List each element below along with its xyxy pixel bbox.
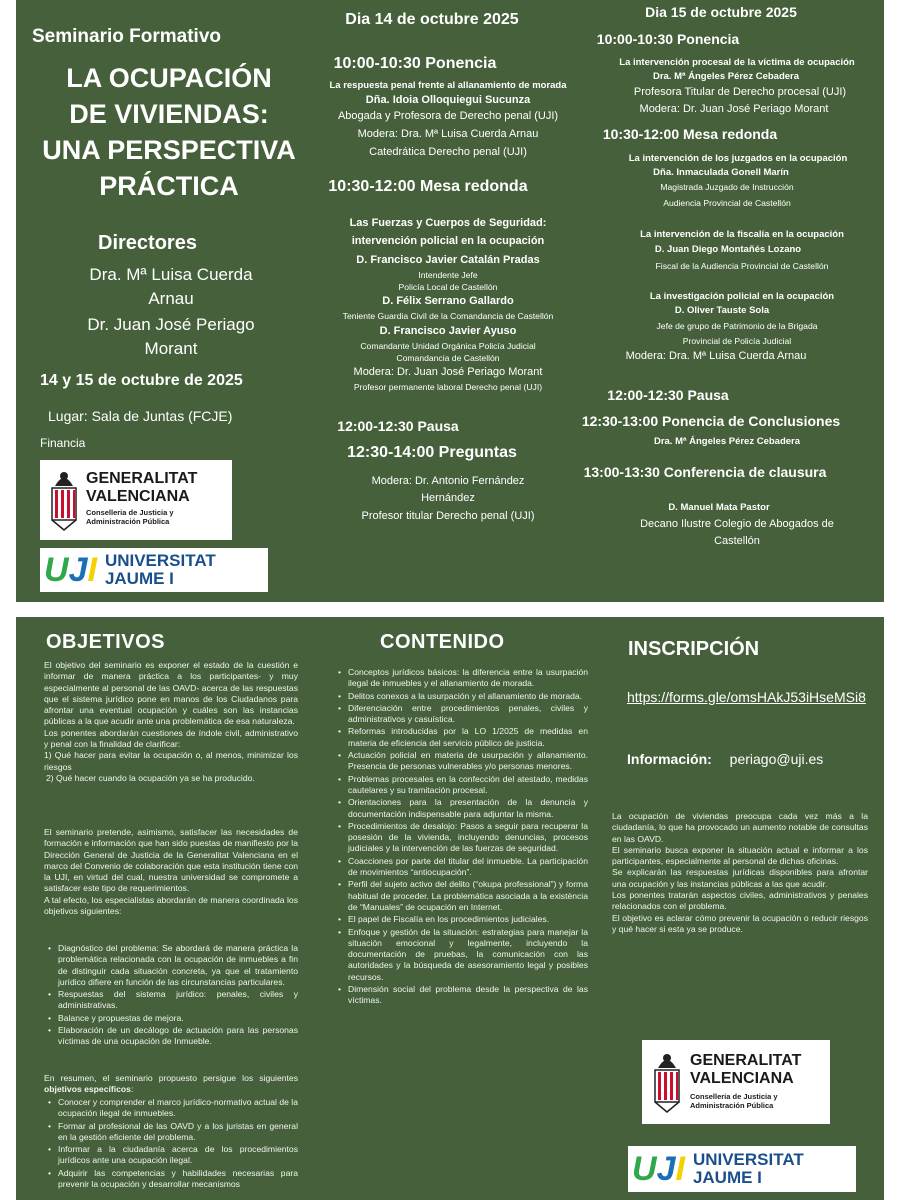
day1-session-time: 10:00-10:30 Ponencia <box>333 55 497 72</box>
objetivos-heading: OBJETIVOS <box>46 631 165 653</box>
day2-panelist: Dña. Inmaculada Gonell Marín <box>653 167 789 178</box>
inscripcion-description <box>612 811 868 935</box>
day1-questions: 12:30-14:00 Preguntas <box>347 444 517 461</box>
title-line: PRÁCTICA <box>99 171 239 201</box>
list-item: • Conocer y comprender el marco jurídico-normativo actual de la ocupación ilegal de inmuebles. <box>46 1097 298 1120</box>
day2-session-topic: La intervención procesal de la víctima de ocupación <box>619 57 855 68</box>
inscripcion-heading: INSCRIPCIÓN <box>628 638 760 660</box>
list-item: • Diagnóstico del problema: Se abordará de manera práctica la problemática relacionada con la ocupación de inmuebles a fin de distinguir cada situación concreta, ya que el tratamiento jurídico difiere en función de las circunstancias particulares. <box>46 943 298 988</box>
list-item: • Informar a la ciudadanía acerca de los procedimientos jurídicos ante una ocupación ilegal. <box>46 1144 298 1167</box>
day1-moderator: Modera: Dra. Mª Luisa Cuerda Arnau <box>357 128 539 140</box>
registration-link[interactable]: https://forms.gle/omsHAkJ53iHseMSi8 <box>627 689 866 705</box>
list-item: • Coacciones por parte del titular del inmueble. La participación de movimientos “antiocupación”. <box>336 856 588 879</box>
day2-closing: 13:00-13:30 Conferencia de clausura <box>583 464 827 480</box>
uji-u-letter: U <box>632 1150 657 1188</box>
uji-name-line: UNIVERSITAT <box>104 551 216 570</box>
day2-panelist: D. Oliver Tauste Sola <box>674 305 770 316</box>
day2-panelist-role: Audiencia Provincial de Castellón <box>663 198 791 208</box>
uji-j-letter: J <box>656 1150 676 1188</box>
day1-panelist-role: Comandante Unidad Orgánica Policía Judicial <box>360 341 536 351</box>
list-item: • Elaboración de un decálogo de actuación para las personas víctimas de una ocupación de Inmueble. <box>46 1025 298 1048</box>
uji-name-line: UNIVERSITAT <box>692 1150 804 1169</box>
day2-panelist-role: Magistrada Juzgado de Instrucción <box>660 182 794 192</box>
day1-roundtable-topic: Las Fuerzas y Cuerpos de Seguridad: <box>349 217 547 229</box>
gv-name-line: GENERALITAT <box>86 470 198 487</box>
objetivos-intro <box>44 660 298 784</box>
list-item: • Enfoque y gestión de la situación: estrategias para manejar la situación emocional y legalmente, incluyendo la documentación de pruebas, la comunicación con las autoridades y la búsqueda de asesoramiento legal y posibles recursos. <box>336 927 588 983</box>
uji-i-letter: I <box>87 551 97 589</box>
day1-roundtable-time: 10:30-12:00 Mesa redonda <box>328 178 528 195</box>
list-item: • Actuación policial en materia de usurpación y allanamiento. Presencia de personas vulnerables y/o personas menores. <box>336 750 588 773</box>
objetivos-specific-list <box>46 1097 298 1191</box>
event-dates: 14 y 15 de octubre de 2025 <box>40 372 243 389</box>
gv-name-line: VALENCIANA <box>690 1070 794 1087</box>
uji-name-line: JAUME I <box>104 569 174 588</box>
list-item: • Respuestas del sistema jurídico: penales, civiles y administrativas. <box>46 989 298 1012</box>
list-item: • Diferenciación entre procedimientos penales, civiles y administrativos y casuística. <box>336 703 588 726</box>
objetivos-paragraph: A tal efecto, los especialistas abordarán de manera coordinada los objetivos siguientes: <box>44 894 298 917</box>
day1-speaker: Dña. Idoia Olloquiegui Sucunza <box>365 94 531 106</box>
list-item: • Dimensión social del problema desde la perspectiva de las víctimas. <box>336 984 588 1007</box>
day1-speaker-role: Abogada y Profesora de Derecho penal (UJI) <box>337 110 559 122</box>
summary-text: En resumen, el seminario propuesto persigue los siguientes <box>44 1073 298 1083</box>
objetivos-paragraph: Los ponentes abordarán cuestiones de índole civil, administrativo y penal con la finalidad de clarificar: <box>44 727 298 750</box>
list-item: • Orientaciones para la presentación de la denuncia y documentación indispensable para adjuntar la misma. <box>336 797 588 820</box>
list-item: • El papel de Fiscalía en los procedimientos judiciales. <box>336 914 588 925</box>
day2-session-time: 10:00-10:30 Ponencia <box>596 31 740 47</box>
uji-j-letter: J <box>68 551 88 589</box>
contenido-heading: CONTENIDO <box>380 631 505 653</box>
day2-speaker-role: Profesora Titular de Derecho procesal (UJI) <box>633 86 847 98</box>
description-paragraph: El seminario busca exponer la situación actual e informar a los participantes, especialmente al personal de dichas oficinas. <box>612 844 868 867</box>
description-paragraph: Se explicarán las respuestas jurídicas disponibles para afrontar una ocupación y las instancias públicas a las que acudir. <box>612 867 868 889</box>
gv-dept-line: Conselleria de Justicia y <box>690 1092 778 1101</box>
day2-heading: Dia 15 de octubre 2025 <box>645 4 797 20</box>
title-line: UNA PERSPECTIVA <box>42 135 296 165</box>
day1-session-topic: La respuesta penal frente al allanamiento de morada <box>329 80 567 91</box>
day1-roundtable-topic: intervención policial en la ocupación <box>351 235 545 247</box>
generalitat-crest-icon <box>49 468 79 532</box>
objetivos-summary <box>44 1073 298 1096</box>
day2-roundtable-topic: La intervención de los juzgados en la ocupación <box>628 153 848 164</box>
day2-moderator: Modera: Dr. Juan José Periago Morant <box>639 103 829 115</box>
list-item: • Adquirir las competencias y habilidades necesarias para prevenir la ocupación y desarrollar mecanismos <box>46 1168 298 1191</box>
day1-panelist-role: Policía Local de Castellón <box>398 282 498 292</box>
event-place: Lugar: Sala de Juntas (FCJE) <box>48 408 233 424</box>
info-label: Información: <box>627 751 712 767</box>
info-email[interactable]: periago@uji.es <box>729 751 824 767</box>
generalitat-crest-icon <box>652 1050 682 1114</box>
gv-name-line: GENERALITAT <box>690 1052 802 1069</box>
list-item: • Procedimientos de desalojo: Pasos a seguir para recuperar la posesión de la vivienda, incluyendo denuncias, procesos judiciales y la intervención de las fuerzas de seguridad. <box>336 821 588 855</box>
generalitat-logo <box>40 460 232 540</box>
day2-break: 12:00-12:30 Pausa <box>607 387 729 403</box>
day2-roundtable-moderator: Modera: Dra. Mª Luisa Cuerda Arnau <box>625 350 807 362</box>
day2-roundtable-topic: La intervención de la fiscalía en la ocupación <box>640 229 844 240</box>
day1-heading: Dia 14 de octubre 2025 <box>345 11 519 28</box>
day2-closing-role: Castellón <box>714 535 760 547</box>
seminar-title <box>24 60 314 204</box>
uji-letters-mark <box>632 1149 685 1189</box>
day2-closing-speaker: D. Manuel Mata Pastor <box>668 502 770 513</box>
day2-panelist-role: Fiscal de la Audiencia Provincial de Castellón <box>655 261 829 271</box>
gv-dept-line: Administración Pública <box>86 517 170 526</box>
day2-conclusions-speaker: Dra. Mª Ángeles Pérez Cebadera <box>653 436 801 447</box>
uji-u-letter: U <box>44 551 69 589</box>
day2-panelist-role: Jefe de grupo de Patrimonio de la Brigada <box>656 321 818 331</box>
day1-break: 12:00-12:30 Pausa <box>337 418 459 434</box>
day1-panelist: D. Francisco Javier Ayuso <box>379 325 517 337</box>
list-item: • Formar al profesional de las OAVD y a los juristas en general en la gestión eficiente del problema. <box>46 1121 298 1144</box>
list-item: • Delitos conexos a la usurpación y el allanamiento de morada. <box>336 691 588 702</box>
director-name: Dra. Mª Luisa Cuerda <box>89 265 253 284</box>
day2-panelist: D. Juan Diego Montañés Lozano <box>654 244 802 255</box>
day1-panelist-role: Comandancia de Castellón <box>396 353 500 363</box>
objetivos-paragraph: El seminario pretende, asimismo, satisfacer las necesidades de formación e información que han sido puestas de manifiesto por la Dirección General de Justicia de la Generalitat Valenciana en el marco del Convenio de colaboración que esta institución tiene con la UJI, en virtud del cual, nuestra universidad se compromete a satisfacer este tipo de requerimientos. <box>44 827 298 894</box>
director-name: Dr. Juan José Periago <box>87 315 255 334</box>
info-line <box>627 751 823 767</box>
objetivos-paragraph: 2) Qué hacer cuando la ocupación ya se ha producido. <box>46 772 255 783</box>
summary-bold: objetivos específicos <box>44 1084 131 1095</box>
seminar-label: Seminario Formativo <box>32 26 221 47</box>
objetivos-paragraph: El objetivo del seminario es exponer el estado de la cuestión e informar de manera práctica a los participantes- y muy especialmente al personal de las OAVD- acerca de las respuestas que el sistema jurídico pone en manos de los Ciudadanos para afrontar una eventual ocupación y cuáles son las instancias públicas a la que acudir ante una problemática de esa naturaleza. <box>44 660 298 727</box>
gv-dept-line: Conselleria de Justicia y <box>86 508 174 517</box>
day2-closing-role: Decano Ilustre Colegio de Abogados de <box>640 518 834 530</box>
contenido-list <box>336 667 588 1008</box>
day1-panelist-role: Teniente Guardia Civil de la Comandancia de Castellón <box>342 311 554 321</box>
top-panel <box>16 0 884 602</box>
day2-conclusions: 12:30-13:00 Ponencia de Conclusiones <box>581 413 841 429</box>
bottom-panel <box>16 617 884 1200</box>
day1-moderator-role: Catedrática Derecho penal (UJI) <box>369 146 527 158</box>
day1-questions-moderator: Modera: Dr. Antonio Fernández <box>371 475 525 487</box>
day2-roundtable-topic: La investigación policial en la ocupación <box>649 291 835 302</box>
objetivos-para2 <box>44 827 298 917</box>
directors-heading: Directores <box>98 232 197 254</box>
uji-i-letter: I <box>675 1150 685 1188</box>
uji-name-line: JAUME I <box>692 1168 762 1187</box>
day1-roundtable-moderator-role: Profesor permanente laboral Derecho penal (UJI) <box>353 382 543 392</box>
uji-logo <box>628 1146 856 1192</box>
day1-panelist-role: Intendente Jefe <box>418 270 478 280</box>
financing-label: Financia <box>40 436 86 450</box>
description-paragraph: La ocupación de viviendas preocupa cada vez más a la ciudadanía, lo que ha provocado un aumento notable de consultas en las OAVD. <box>612 811 868 844</box>
gv-name-line: VALENCIANA <box>86 488 190 505</box>
objetivos-paragraph: 1) Qué hacer para evitar la ocupación o, al menos, minimizar los riesgos <box>44 750 298 772</box>
description-paragraph: El objetivo es aclarar cómo prevenir la ocupación o reducir riesgos y qué hacer si esta ya se produce. <box>612 912 868 934</box>
day1-panelist: D. Francisco Javier Catalán Pradas <box>356 254 540 266</box>
list-item: • Reformas introducidas por la LO 1/2025 de medidas en materia de eficiencia del servicio público de justicia. <box>336 726 588 749</box>
list-item: • Balance y propuestas de mejora. <box>46 1013 298 1024</box>
title-line: LA OCUPACIÓN <box>66 63 272 93</box>
day1-questions-moderator: Hernández <box>421 492 475 504</box>
uji-letters-mark <box>44 550 97 590</box>
list-item: • Conceptos jurídicos básicos: la diferencia entre la usurpación ilegal de inmuebles y el allanamiento de morada. <box>336 667 588 690</box>
list-item: • Perfil del sujeto activo del delito (“okupa professional”) y forma habitual de proceder. La problemática asociada a la existència de “Manuales” de ocupación en Internet. <box>336 879 588 913</box>
day1-questions-moderator-role: Profesor titular Derecho penal (UJI) <box>361 510 535 522</box>
gv-dept-line: Administración Pública <box>690 1101 774 1110</box>
objetivos-list <box>46 943 298 1049</box>
director-name: Morant <box>144 339 198 358</box>
director-name: Arnau <box>148 289 194 308</box>
day2-panelist-role: Provincial de Policía Judicial <box>682 336 792 346</box>
day1-panelist: D. Félix Serrano Gallardo <box>382 295 514 307</box>
day2-speaker: Dra. Mª Ángeles Pérez Cebadera <box>652 71 800 82</box>
title-line: DE VIVIENDAS: <box>69 99 269 129</box>
day2-roundtable-time: 10:30-12:00 Mesa redonda <box>602 126 778 142</box>
uji-logo <box>40 548 268 592</box>
day1-roundtable-moderator: Modera: Dr. Juan José Periago Morant <box>353 366 543 378</box>
description-paragraph: Los ponentes tratarán aspectos civiles, administrativos y penales relacionados con el problema. <box>612 890 868 912</box>
list-item: • Problemas procesales en la confección del atestado, medidas cautelares y su tramitación procesal. <box>336 774 588 797</box>
generalitat-logo <box>642 1040 830 1124</box>
summary-colon: : <box>130 1084 134 1095</box>
